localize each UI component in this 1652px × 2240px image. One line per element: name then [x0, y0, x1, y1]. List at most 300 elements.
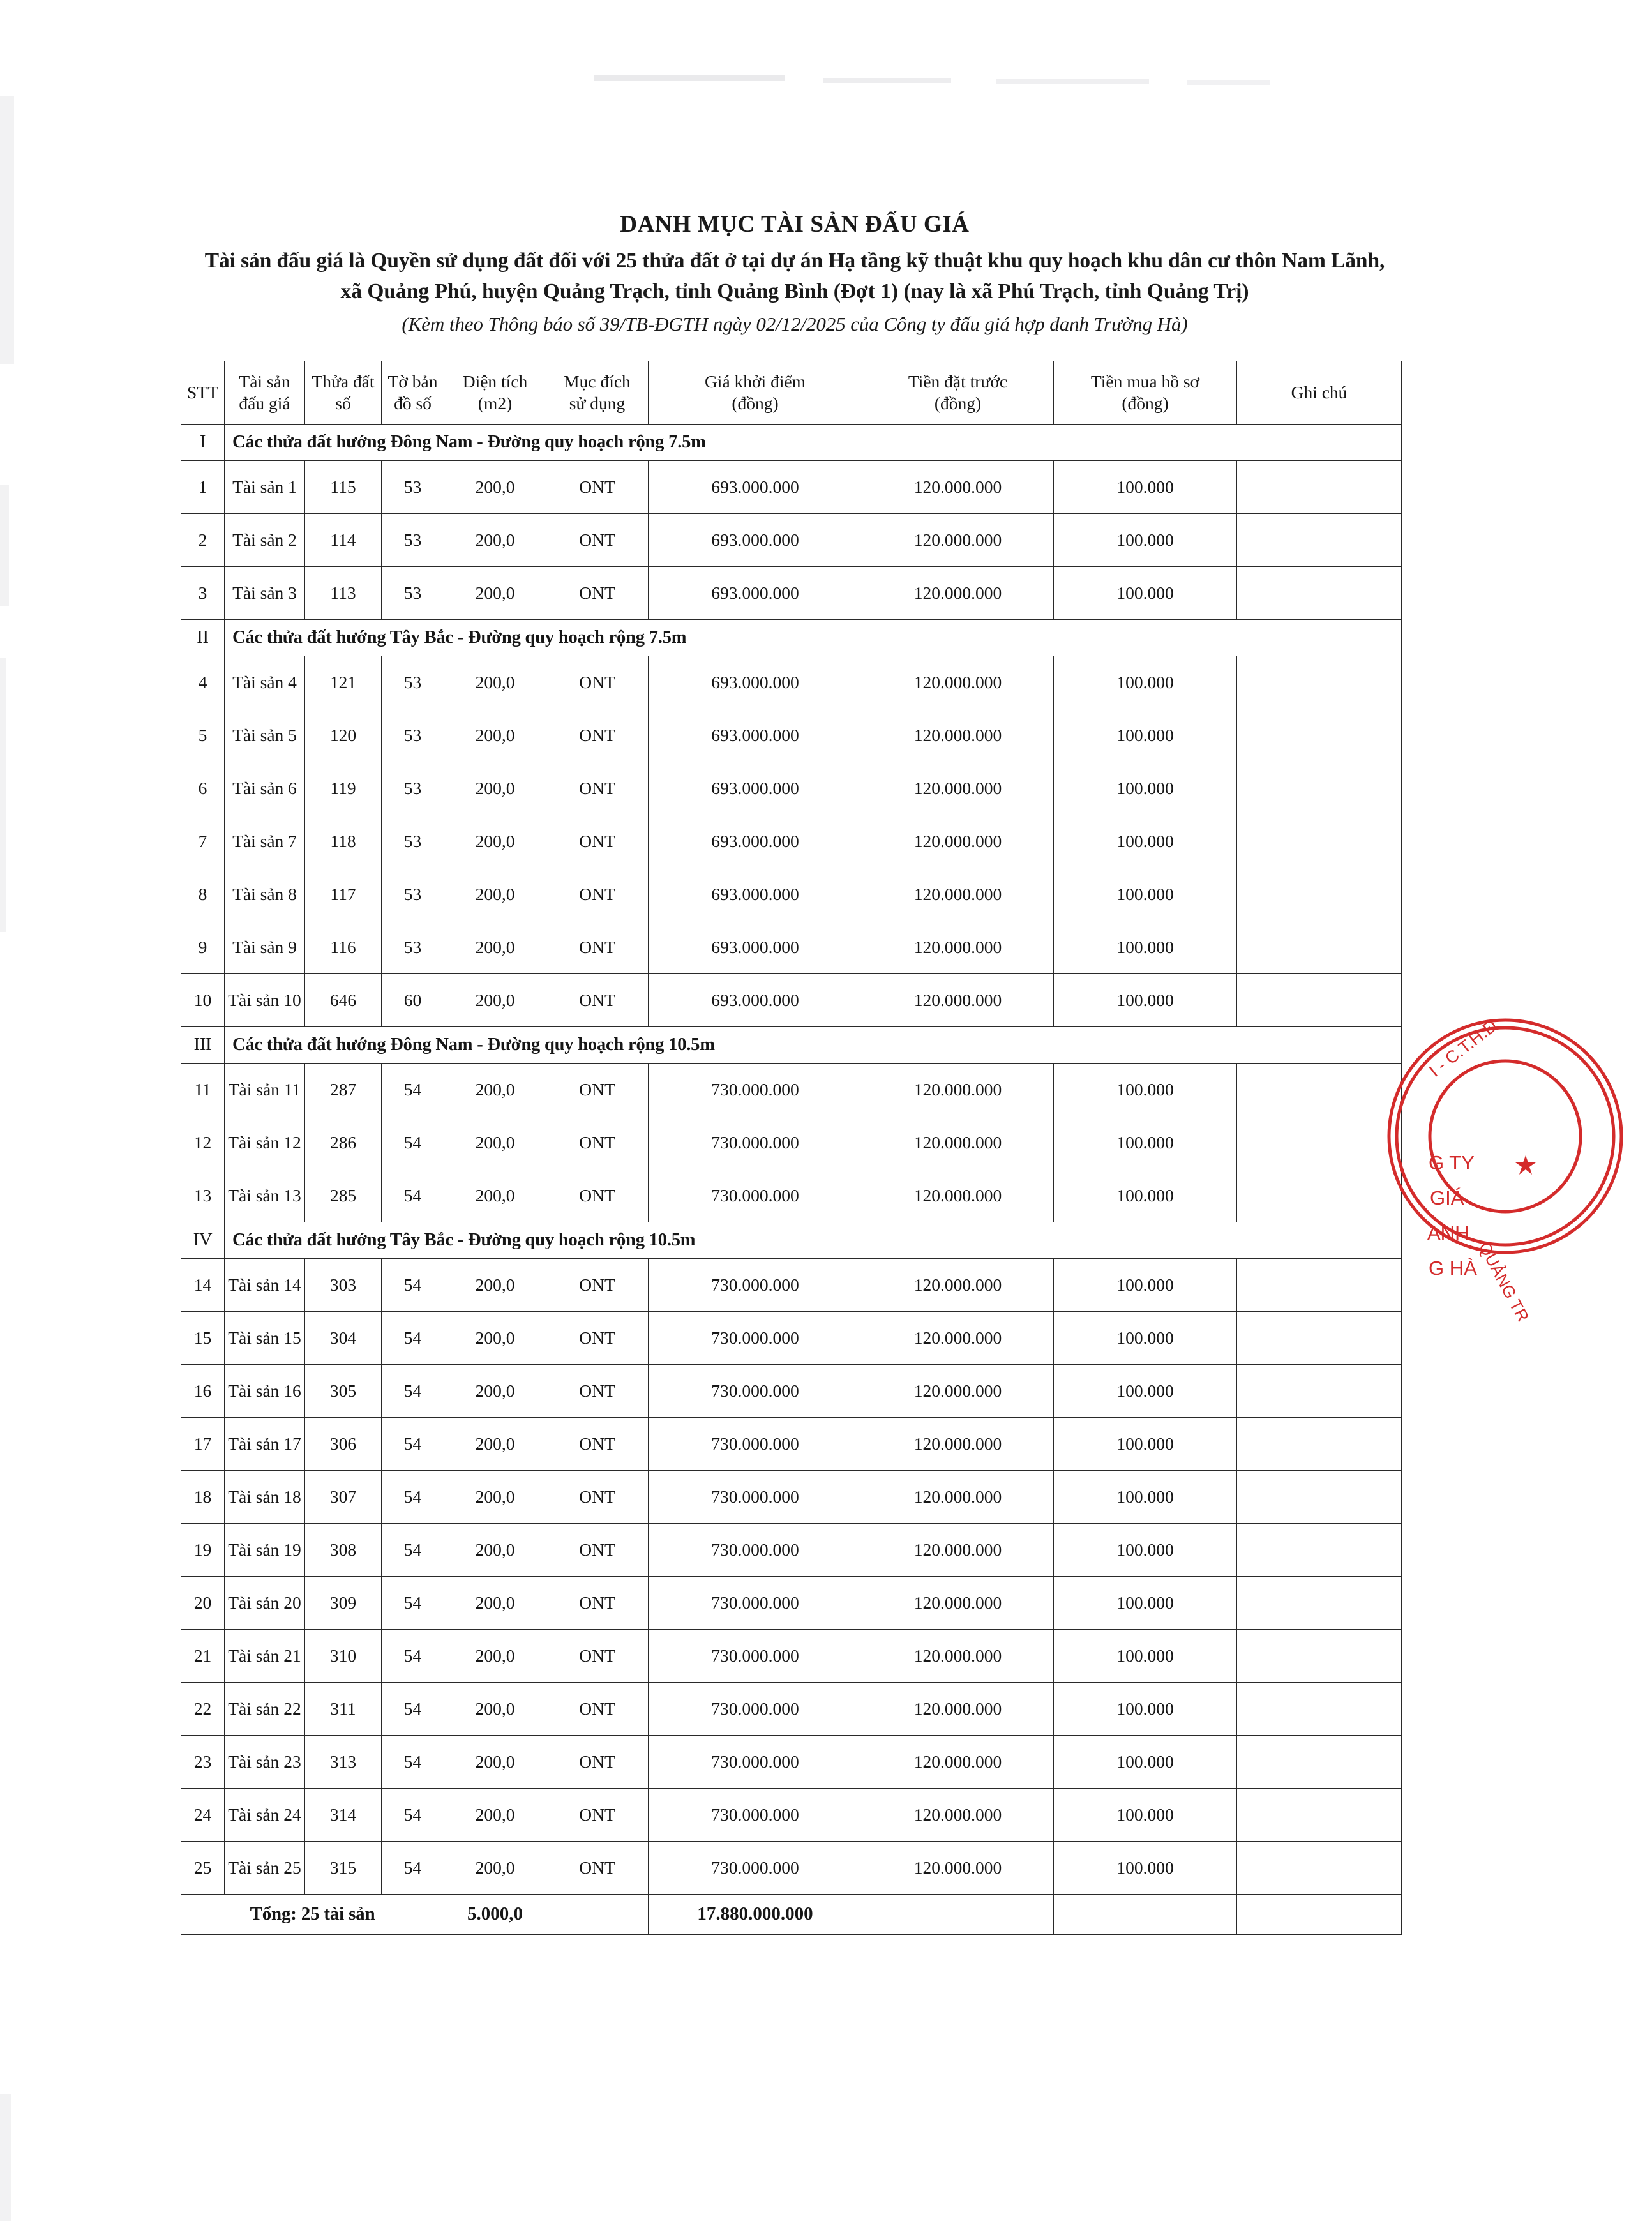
header-parcel	[305, 361, 382, 425]
header-parcel-line1: Thửa đất	[312, 372, 375, 392]
header-asset-line2: đấu giá	[239, 393, 290, 413]
cell-deposit: 120.000.000	[862, 815, 1054, 868]
table-row	[181, 1116, 1402, 1169]
cell-area: 200,0	[444, 762, 546, 815]
cell-deposit: 120.000.000	[862, 1312, 1054, 1365]
cell-asset: Tài sản 10	[225, 974, 305, 1027]
svg-text:G HÀ: G HÀ	[1429, 1257, 1477, 1279]
cell-price: 730.000.000	[649, 1577, 862, 1630]
cell-purpose: ONT	[546, 1312, 649, 1365]
cell-map: 54	[382, 1736, 444, 1789]
cell-purpose: ONT	[546, 762, 649, 815]
cell-parcel: 118	[305, 815, 382, 868]
cell-note	[1237, 1524, 1402, 1577]
cell-parcel: 116	[305, 921, 382, 974]
cell-asset: Tài sản 25	[225, 1842, 305, 1895]
table-row	[181, 1842, 1402, 1895]
cell-price: 730.000.000	[649, 1736, 862, 1789]
cell-deposit: 120.000.000	[862, 1418, 1054, 1471]
cell-price: 693.000.000	[649, 567, 862, 620]
cell-note	[1237, 1312, 1402, 1365]
header-deposit	[862, 361, 1054, 425]
total-note	[1237, 1895, 1402, 1935]
cell-asset: Tài sản 16	[225, 1365, 305, 1418]
header-fee-line1: Tiền mua hồ sơ	[1090, 372, 1200, 392]
table-header-row	[181, 361, 1402, 425]
table-row	[181, 1259, 1402, 1312]
cell-note	[1237, 1169, 1402, 1222]
cell-purpose: ONT	[546, 974, 649, 1027]
cell-map: 53	[382, 815, 444, 868]
header-stt-label: STT	[187, 382, 218, 403]
cell-deposit: 120.000.000	[862, 762, 1054, 815]
header-deposit-line2: (đồng)	[934, 393, 982, 413]
cell-area: 200,0	[444, 1683, 546, 1736]
table-row	[181, 1577, 1402, 1630]
table-row	[181, 461, 1402, 514]
cell-note	[1237, 461, 1402, 514]
cell-stt: 16	[181, 1365, 225, 1418]
cell-purpose: ONT	[546, 1683, 649, 1736]
cell-purpose: ONT	[546, 1842, 649, 1895]
cell-area: 200,0	[444, 567, 546, 620]
header-price-line1: Giá khởi điểm	[704, 372, 806, 392]
cell-price: 693.000.000	[649, 656, 862, 709]
total-area: 5.000,0	[444, 1895, 546, 1935]
cell-map: 54	[382, 1524, 444, 1577]
asset-table-container	[181, 361, 1401, 1935]
cell-map: 54	[382, 1064, 444, 1116]
cell-purpose: ONT	[546, 1736, 649, 1789]
cell-stt: 23	[181, 1736, 225, 1789]
cell-asset: Tài sản 17	[225, 1418, 305, 1471]
header-area-line1: Diện tích	[462, 372, 528, 392]
total-deposit	[862, 1895, 1054, 1935]
cell-area: 200,0	[444, 974, 546, 1027]
cell-deposit: 120.000.000	[862, 709, 1054, 762]
cell-map: 54	[382, 1365, 444, 1418]
cell-deposit: 120.000.000	[862, 1259, 1054, 1312]
cell-parcel: 308	[305, 1524, 382, 1577]
cell-note	[1237, 514, 1402, 567]
table-row	[181, 1169, 1402, 1222]
cell-purpose: ONT	[546, 1116, 649, 1169]
cell-purpose: ONT	[546, 514, 649, 567]
cell-fee: 100.000	[1054, 1365, 1237, 1418]
cell-area: 200,0	[444, 1064, 546, 1116]
cell-deposit: 120.000.000	[862, 1116, 1054, 1169]
cell-area: 200,0	[444, 815, 546, 868]
cell-parcel: 315	[305, 1842, 382, 1895]
header-purpose	[546, 361, 649, 425]
cell-deposit: 120.000.000	[862, 1169, 1054, 1222]
cell-purpose: ONT	[546, 1259, 649, 1312]
cell-asset: Tài sản 4	[225, 656, 305, 709]
cell-map: 54	[382, 1683, 444, 1736]
header-asset	[225, 361, 305, 425]
table-row	[181, 921, 1402, 974]
cell-area: 200,0	[444, 514, 546, 567]
cell-map: 54	[382, 1169, 444, 1222]
section-number: IV	[181, 1222, 225, 1259]
cell-area: 200,0	[444, 1524, 546, 1577]
header-purpose-line1: Mục đích	[564, 372, 631, 392]
cell-asset: Tài sản 19	[225, 1524, 305, 1577]
cell-stt: 13	[181, 1169, 225, 1222]
cell-asset: Tài sản 5	[225, 709, 305, 762]
cell-note	[1237, 1064, 1402, 1116]
cell-deposit: 120.000.000	[862, 1630, 1054, 1683]
cell-asset: Tài sản 22	[225, 1683, 305, 1736]
cell-purpose: ONT	[546, 1524, 649, 1577]
cell-map: 53	[382, 921, 444, 974]
cell-parcel: 119	[305, 762, 382, 815]
header-note-label: Ghi chú	[1291, 382, 1348, 403]
cell-area: 200,0	[444, 921, 546, 974]
table-row	[181, 567, 1402, 620]
cell-price: 730.000.000	[649, 1418, 862, 1471]
cell-fee: 100.000	[1054, 1259, 1237, 1312]
cell-deposit: 120.000.000	[862, 656, 1054, 709]
cell-asset: Tài sản 8	[225, 868, 305, 921]
cell-price: 730.000.000	[649, 1471, 862, 1524]
cell-note	[1237, 974, 1402, 1027]
cell-stt: 19	[181, 1524, 225, 1577]
cell-note	[1237, 567, 1402, 620]
cell-fee: 100.000	[1054, 1064, 1237, 1116]
cell-price: 693.000.000	[649, 514, 862, 567]
cell-map: 53	[382, 762, 444, 815]
header-fee	[1054, 361, 1237, 425]
cell-note	[1237, 868, 1402, 921]
company-seal-stamp	[1397, 1009, 1652, 1325]
cell-area: 200,0	[444, 656, 546, 709]
cell-area: 200,0	[444, 1116, 546, 1169]
section-title: Các thửa đất hướng Đông Nam - Đường quy hoạch rộng 7.5m	[225, 425, 1402, 461]
cell-note	[1237, 1116, 1402, 1169]
cell-purpose: ONT	[546, 567, 649, 620]
cell-area: 200,0	[444, 1418, 546, 1471]
cell-deposit: 120.000.000	[862, 868, 1054, 921]
cell-note	[1237, 1418, 1402, 1471]
cell-parcel: 314	[305, 1789, 382, 1842]
cell-purpose: ONT	[546, 1418, 649, 1471]
table-row	[181, 1312, 1402, 1365]
cell-purpose: ONT	[546, 656, 649, 709]
document-subtitle-line-2: xã Quảng Phú, huyện Quảng Trạch, tỉnh Quảng Bình (Đợt 1) (nay là xã Phú Trạch, tỉnh Quảng Trị)	[340, 279, 1249, 303]
header-map-line1: Tờ bản	[387, 372, 438, 392]
cell-note	[1237, 1259, 1402, 1312]
section-number: I	[181, 425, 225, 461]
section-header-row	[181, 1027, 1402, 1064]
header-deposit-line1: Tiền đặt trước	[908, 372, 1008, 392]
cell-deposit: 120.000.000	[862, 461, 1054, 514]
cell-parcel: 285	[305, 1169, 382, 1222]
cell-area: 200,0	[444, 461, 546, 514]
cell-fee: 100.000	[1054, 1116, 1237, 1169]
cell-stt: 6	[181, 762, 225, 815]
cell-area: 200,0	[444, 1736, 546, 1789]
cell-stt: 11	[181, 1064, 225, 1116]
cell-parcel: 306	[305, 1418, 382, 1471]
svg-text:G TY: G TY	[1429, 1152, 1475, 1174]
cell-map: 54	[382, 1116, 444, 1169]
cell-area: 200,0	[444, 868, 546, 921]
cell-area: 200,0	[444, 709, 546, 762]
cell-asset: Tài sản 3	[225, 567, 305, 620]
cell-purpose: ONT	[546, 1064, 649, 1116]
cell-asset: Tài sản 21	[225, 1630, 305, 1683]
cell-asset: Tài sản 23	[225, 1736, 305, 1789]
cell-map: 54	[382, 1259, 444, 1312]
cell-price: 730.000.000	[649, 1169, 862, 1222]
cell-fee: 100.000	[1054, 1524, 1237, 1577]
cell-asset: Tài sản 7	[225, 815, 305, 868]
cell-purpose: ONT	[546, 815, 649, 868]
total-price: 17.880.000.000	[649, 1895, 862, 1935]
cell-area: 200,0	[444, 1842, 546, 1895]
cell-parcel: 287	[305, 1064, 382, 1116]
cell-fee: 100.000	[1054, 461, 1237, 514]
cell-deposit: 120.000.000	[862, 1365, 1054, 1418]
cell-note	[1237, 815, 1402, 868]
cell-price: 730.000.000	[649, 1683, 862, 1736]
document-subtitle-line-1: Tài sản đấu giá là Quyền sử dụng đất đối với 25 thửa đất ở tại dự án Hạ tầng kỹ thuật khu quy hoạch khu dân cư thôn Nam Lãnh,	[204, 249, 1385, 273]
cell-parcel: 305	[305, 1365, 382, 1418]
cell-deposit: 120.000.000	[862, 974, 1054, 1027]
cell-area: 200,0	[444, 1312, 546, 1365]
cell-parcel: 114	[305, 514, 382, 567]
cell-area: 200,0	[444, 1259, 546, 1312]
cell-asset: Tài sản 11	[225, 1064, 305, 1116]
cell-asset: Tài sản 2	[225, 514, 305, 567]
cell-note	[1237, 1471, 1402, 1524]
cell-stt: 14	[181, 1259, 225, 1312]
cell-price: 693.000.000	[649, 815, 862, 868]
cell-deposit: 120.000.000	[862, 1471, 1054, 1524]
cell-stt: 4	[181, 656, 225, 709]
cell-stt: 17	[181, 1418, 225, 1471]
table-row	[181, 1683, 1402, 1736]
cell-deposit: 120.000.000	[862, 1683, 1054, 1736]
cell-parcel: 304	[305, 1312, 382, 1365]
cell-purpose: ONT	[546, 709, 649, 762]
cell-fee: 100.000	[1054, 1630, 1237, 1683]
cell-map: 53	[382, 514, 444, 567]
cell-price: 730.000.000	[649, 1842, 862, 1895]
cell-parcel: 113	[305, 567, 382, 620]
header-note	[1237, 361, 1402, 425]
table-row	[181, 1064, 1402, 1116]
cell-map: 60	[382, 974, 444, 1027]
cell-map: 54	[382, 1842, 444, 1895]
cell-parcel: 303	[305, 1259, 382, 1312]
cell-fee: 100.000	[1054, 1418, 1237, 1471]
cell-fee: 100.000	[1054, 1312, 1237, 1365]
cell-map: 53	[382, 868, 444, 921]
cell-purpose: ONT	[546, 868, 649, 921]
header-asset-line1: Tài sản	[239, 372, 290, 392]
cell-price: 730.000.000	[649, 1064, 862, 1116]
cell-deposit: 120.000.000	[862, 514, 1054, 567]
cell-area: 200,0	[444, 1169, 546, 1222]
table-row	[181, 1471, 1402, 1524]
cell-stt: 7	[181, 815, 225, 868]
cell-fee: 100.000	[1054, 868, 1237, 921]
cell-fee: 100.000	[1054, 567, 1237, 620]
cell-area: 200,0	[444, 1471, 546, 1524]
cell-price: 693.000.000	[649, 461, 862, 514]
cell-fee: 100.000	[1054, 921, 1237, 974]
cell-parcel: 646	[305, 974, 382, 1027]
section-number: II	[181, 620, 225, 656]
cell-asset: Tài sản 14	[225, 1259, 305, 1312]
cell-stt: 18	[181, 1471, 225, 1524]
header-parcel-line2: số	[335, 393, 351, 413]
svg-text:QUẢNG TR: QUẢNG TR	[1475, 1238, 1533, 1325]
header-map	[382, 361, 444, 425]
cell-asset: Tài sản 1	[225, 461, 305, 514]
cell-area: 200,0	[444, 1630, 546, 1683]
table-row	[181, 709, 1402, 762]
cell-note	[1237, 656, 1402, 709]
cell-parcel: 310	[305, 1630, 382, 1683]
cell-asset: Tài sản 15	[225, 1312, 305, 1365]
cell-asset: Tài sản 20	[225, 1577, 305, 1630]
header-area	[444, 361, 546, 425]
table-total-row	[181, 1895, 1402, 1935]
cell-map: 54	[382, 1312, 444, 1365]
cell-fee: 100.000	[1054, 1736, 1237, 1789]
cell-deposit: 120.000.000	[862, 1064, 1054, 1116]
asset-table	[181, 361, 1402, 1935]
table-row	[181, 1418, 1402, 1471]
table-row	[181, 868, 1402, 921]
cell-price: 693.000.000	[649, 921, 862, 974]
table-row	[181, 1524, 1402, 1577]
cell-stt: 21	[181, 1630, 225, 1683]
table-row	[181, 514, 1402, 567]
cell-map: 53	[382, 567, 444, 620]
cell-map: 54	[382, 1630, 444, 1683]
cell-note	[1237, 762, 1402, 815]
cell-purpose: ONT	[546, 1789, 649, 1842]
total-purpose	[546, 1895, 649, 1935]
cell-note	[1237, 1736, 1402, 1789]
cell-fee: 100.000	[1054, 1789, 1237, 1842]
cell-price: 730.000.000	[649, 1116, 862, 1169]
svg-text:GIÁ: GIÁ	[1430, 1187, 1464, 1209]
cell-map: 53	[382, 656, 444, 709]
cell-fee: 100.000	[1054, 815, 1237, 868]
table-row	[181, 815, 1402, 868]
cell-fee: 100.000	[1054, 762, 1237, 815]
cell-parcel: 121	[305, 656, 382, 709]
cell-deposit: 120.000.000	[862, 1842, 1054, 1895]
cell-stt: 20	[181, 1577, 225, 1630]
cell-parcel: 286	[305, 1116, 382, 1169]
cell-parcel: 307	[305, 1471, 382, 1524]
cell-note	[1237, 1630, 1402, 1683]
cell-purpose: ONT	[546, 461, 649, 514]
cell-map: 54	[382, 1789, 444, 1842]
cell-note	[1237, 1577, 1402, 1630]
table-row	[181, 974, 1402, 1027]
cell-stt: 9	[181, 921, 225, 974]
cell-fee: 100.000	[1054, 1471, 1237, 1524]
cell-purpose: ONT	[546, 1365, 649, 1418]
cell-fee: 100.000	[1054, 514, 1237, 567]
cell-fee: 100.000	[1054, 656, 1237, 709]
header-purpose-line2: sử dụng	[569, 393, 626, 413]
cell-stt: 15	[181, 1312, 225, 1365]
svg-text:I - C.T.H.Đ: I - C.T.H.Đ	[1425, 1016, 1501, 1081]
cell-fee: 100.000	[1054, 1683, 1237, 1736]
section-header-row	[181, 425, 1402, 461]
cell-note	[1237, 1789, 1402, 1842]
cell-price: 693.000.000	[649, 868, 862, 921]
cell-parcel: 115	[305, 461, 382, 514]
cell-map: 54	[382, 1577, 444, 1630]
cell-stt: 10	[181, 974, 225, 1027]
cell-parcel: 120	[305, 709, 382, 762]
cell-map: 54	[382, 1471, 444, 1524]
header-price-line2: (đồng)	[732, 393, 779, 413]
svg-text:ANH: ANH	[1427, 1222, 1469, 1244]
cell-deposit: 120.000.000	[862, 921, 1054, 974]
cell-deposit: 120.000.000	[862, 1577, 1054, 1630]
cell-note	[1237, 1365, 1402, 1418]
cell-asset: Tài sản 6	[225, 762, 305, 815]
table-row	[181, 1736, 1402, 1789]
table-row	[181, 1789, 1402, 1842]
cell-fee: 100.000	[1054, 1842, 1237, 1895]
total-label: Tổng: 25 tài sản	[181, 1895, 444, 1935]
cell-stt: 25	[181, 1842, 225, 1895]
cell-purpose: ONT	[546, 1471, 649, 1524]
cell-deposit: 120.000.000	[862, 1789, 1054, 1842]
cell-note	[1237, 921, 1402, 974]
cell-price: 730.000.000	[649, 1524, 862, 1577]
cell-deposit: 120.000.000	[862, 1524, 1054, 1577]
cell-purpose: ONT	[546, 1630, 649, 1683]
section-title: Các thửa đất hướng Đông Nam - Đường quy hoạch rộng 10.5m	[225, 1027, 1402, 1064]
table-row	[181, 656, 1402, 709]
section-number: III	[181, 1027, 225, 1064]
header-map-line2: đồ số	[394, 393, 432, 413]
cell-area: 200,0	[444, 1577, 546, 1630]
cell-deposit: 120.000.000	[862, 1736, 1054, 1789]
cell-parcel: 117	[305, 868, 382, 921]
cell-stt: 12	[181, 1116, 225, 1169]
cell-map: 53	[382, 709, 444, 762]
cell-stt: 3	[181, 567, 225, 620]
cell-purpose: ONT	[546, 1577, 649, 1630]
cell-map: 53	[382, 461, 444, 514]
cell-asset: Tài sản 13	[225, 1169, 305, 1222]
cell-purpose: ONT	[546, 921, 649, 974]
cell-price: 730.000.000	[649, 1259, 862, 1312]
cell-fee: 100.000	[1054, 1577, 1237, 1630]
cell-price: 693.000.000	[649, 709, 862, 762]
total-fee	[1054, 1895, 1237, 1935]
cell-parcel: 313	[305, 1736, 382, 1789]
cell-stt: 22	[181, 1683, 225, 1736]
document-reference-note: (Kèm theo Thông báo số 39/TB-ĐGTH ngày 02/12/2025 của Công ty đấu giá hợp danh Trường Hà)	[402, 312, 1188, 335]
section-header-row	[181, 1222, 1402, 1259]
cell-note	[1237, 1683, 1402, 1736]
cell-parcel: 311	[305, 1683, 382, 1736]
